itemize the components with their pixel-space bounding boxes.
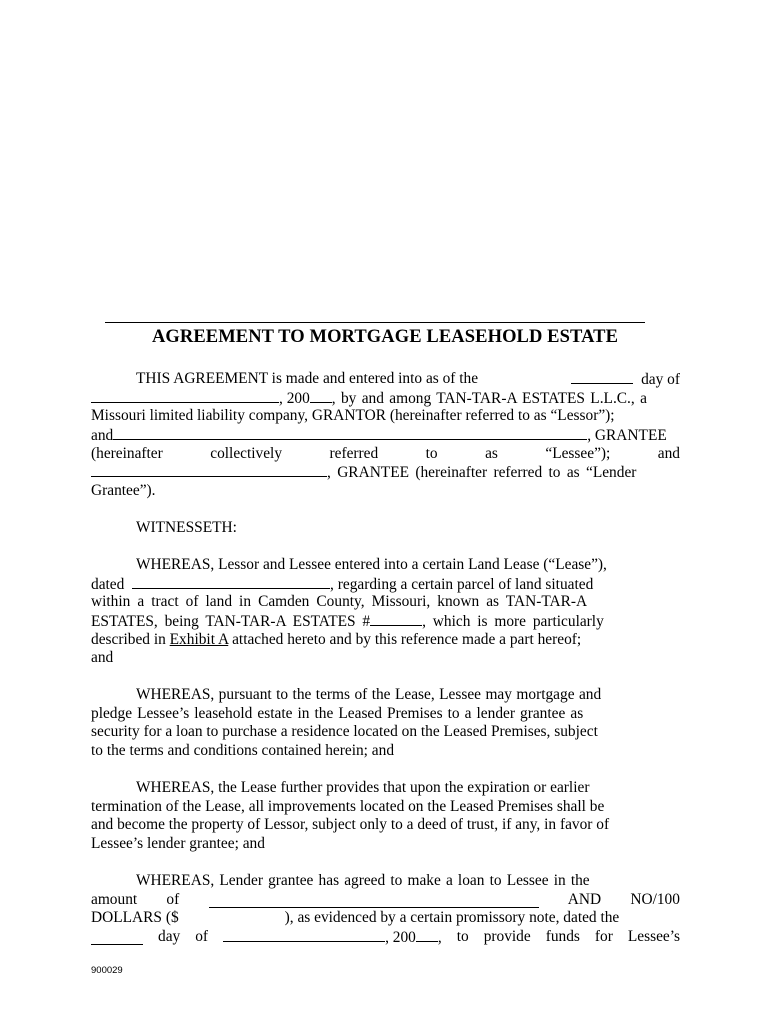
text-line: Missouri limited liability company, GRANTOR (hereinafter referred to as “Lessor”); <box>91 407 615 425</box>
text-line: and , GRANTEE <box>91 427 667 445</box>
paragraph-whereas-termination <box>91 779 680 854</box>
document-title: AGREEMENT TO MORTGAGE LEASEHOLD ESTATE <box>151 327 619 347</box>
text-line: day of , 200 , to provide funds for Lessee’s <box>91 928 680 947</box>
text-line: Grantee”). <box>91 482 156 500</box>
blank-loan-amount-words[interactable] <box>209 894 539 908</box>
text-line: DOLLARS ($ ), as evidenced by a certain promissory note, dated the <box>91 909 620 927</box>
blank-note-day[interactable] <box>91 931 143 945</box>
text-line: amount of AND NO/100 <box>91 890 680 908</box>
footer-doc-code: 900029 <box>91 965 123 976</box>
paragraph-whereas-lease <box>91 556 680 668</box>
text-line: (hereinafter collectively referred to as “Lessee”); and <box>91 444 680 462</box>
text-line: described in Exhibit A attached hereto and by this reference made a part hereof; <box>91 630 582 648</box>
text-line: pledge Lessee’s leasehold estate in the Leased Premises to a lender grantee as <box>91 704 584 722</box>
blank-lease-date[interactable] <box>132 575 330 589</box>
text-line: WHEREAS, the Lease further provides that upon the expiration or earlier <box>136 779 590 796</box>
text-line: THIS AGREEMENT is made and entered into as of the day of <box>136 370 680 388</box>
text-line: termination of the Lease, all improvements located on the Leased Premises shall be <box>91 797 605 815</box>
paragraph-whereas-loan <box>91 872 680 947</box>
text-line: dated , regarding a certain parcel of land situated <box>91 575 594 593</box>
text-line: WHEREAS, Lender grantee has agreed to make a loan to Lessee in the <box>136 872 590 889</box>
text-line: and <box>91 649 114 667</box>
paragraph-parties <box>91 370 680 501</box>
header-rule <box>105 322 645 323</box>
text-line: security for a loan to purchase a residence located on the Leased Premises, subject <box>91 723 598 741</box>
blank-year[interactable] <box>310 389 332 403</box>
blank-grantee-name[interactable] <box>113 426 587 440</box>
blank-month[interactable] <box>91 389 279 403</box>
blank-day[interactable] <box>571 370 633 384</box>
paragraph-whereas-mortgage <box>91 686 680 761</box>
text-line: ESTATES, being TAN-TAR-A ESTATES # , which is more particularly <box>91 613 604 631</box>
text-line: , GRANTEE (hereinafter referred to as “Lender <box>91 463 680 482</box>
text-line: WHEREAS, pursuant to the terms of the Lease, Lessee may mortgage and <box>136 686 602 703</box>
text-line: Lessee’s lender grantee; and <box>91 835 265 853</box>
text-line: , 200 , by and among TAN-TAR-A ESTATES L.L.C., a <box>91 389 680 408</box>
blank-note-year[interactable] <box>416 928 438 942</box>
blank-lender-grantee[interactable] <box>91 463 327 477</box>
text-line: to the terms and conditions contained herein; and <box>91 742 395 760</box>
text-line: and become the property of Lessor, subject only to a deed of trust, if any, in favor of <box>91 816 610 834</box>
text-line: WHEREAS, Lessor and Lessee entered into a certain Land Lease (“Lease”), <box>136 556 607 573</box>
blank-note-month[interactable] <box>223 928 385 942</box>
text-line: within a tract of land in Camden County, Missouri, known as TAN-TAR-A <box>91 593 588 611</box>
exhibit-a-link[interactable]: Exhibit A <box>169 630 229 648</box>
blank-estate-number[interactable] <box>370 612 422 626</box>
witnesseth-heading: WITNESSETH: <box>136 519 237 536</box>
